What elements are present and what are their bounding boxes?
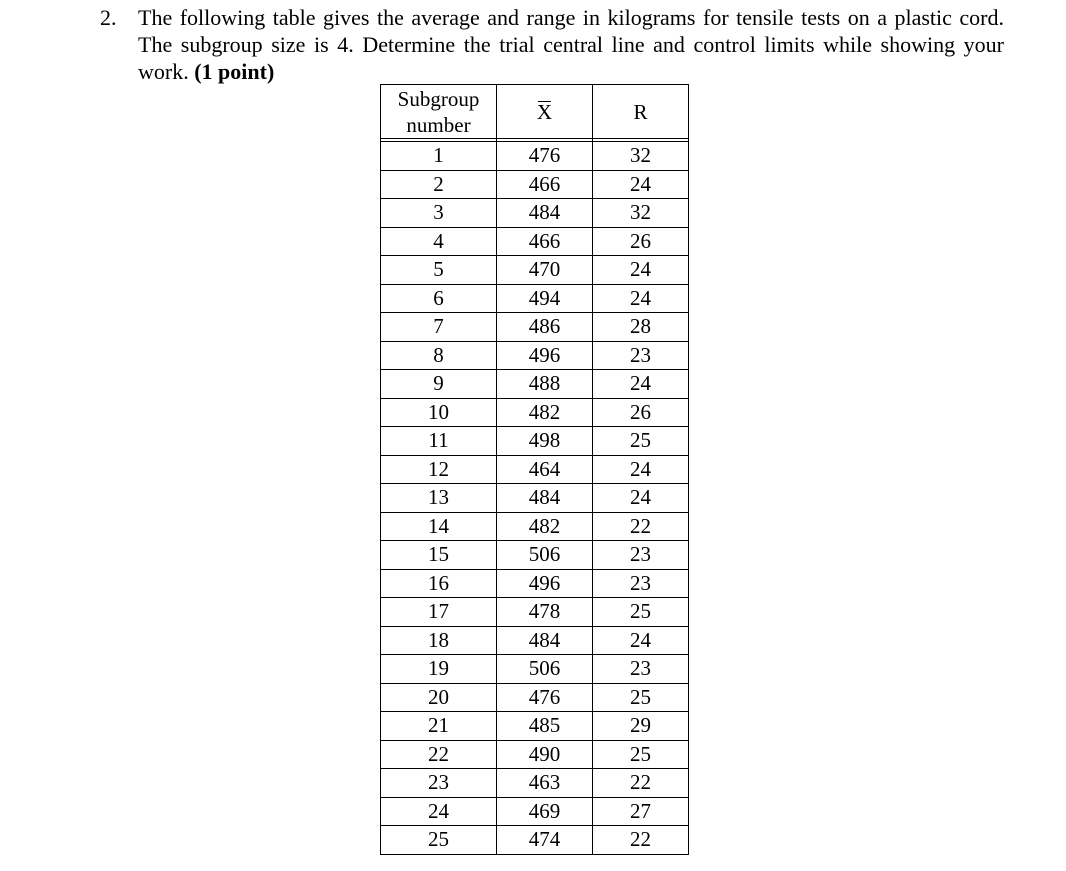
cell-range: 24: [593, 455, 689, 484]
table-row: [381, 826, 689, 855]
cell-range: 24: [593, 370, 689, 399]
question-text: The following table gives the average and range in kilograms for tensile tests on a plastic cord. The subgroup size is 4. Determine the trial central line and control limits while showing your work.: [138, 5, 1004, 84]
cell-range: 32: [593, 199, 689, 228]
table-row: [381, 769, 689, 798]
table-row: [381, 712, 689, 741]
cell-range: 22: [593, 512, 689, 541]
cell-xbar: 474: [497, 826, 593, 855]
cell-range: 25: [593, 598, 689, 627]
header-range: R: [593, 85, 689, 139]
table-row: [381, 541, 689, 570]
xbar-symbol: X: [536, 99, 553, 124]
cell-subgroup: 6: [381, 284, 497, 313]
table-row: [381, 683, 689, 712]
table-row: [381, 626, 689, 655]
cell-range: 23: [593, 541, 689, 570]
table-row: [381, 313, 689, 342]
table-row: [381, 569, 689, 598]
table-row: [381, 797, 689, 826]
cell-subgroup: 17: [381, 598, 497, 627]
table-row: [381, 256, 689, 285]
table-row: [381, 142, 689, 171]
cell-range: 22: [593, 826, 689, 855]
cell-xbar: 506: [497, 655, 593, 684]
cell-subgroup: 15: [381, 541, 497, 570]
question-number: 2.: [100, 5, 117, 30]
cell-subgroup: 8: [381, 341, 497, 370]
cell-range: 32: [593, 142, 689, 171]
cell-subgroup: 10: [381, 398, 497, 427]
cell-range: 26: [593, 227, 689, 256]
table-row: [381, 199, 689, 228]
table-row: [381, 227, 689, 256]
cell-xbar: 466: [497, 227, 593, 256]
table-header-row: [381, 85, 689, 139]
cell-subgroup: 2: [381, 170, 497, 199]
question-text-block: [138, 4, 1004, 85]
cell-subgroup: 5: [381, 256, 497, 285]
cell-range: 28: [593, 313, 689, 342]
cell-subgroup: 18: [381, 626, 497, 655]
table-row: [381, 484, 689, 513]
cell-range: 26: [593, 398, 689, 427]
question-block: [100, 4, 1004, 85]
cell-subgroup: 23: [381, 769, 497, 798]
question-points: (1 point): [194, 59, 275, 84]
cell-xbar: 490: [497, 740, 593, 769]
table-row: [381, 341, 689, 370]
cell-subgroup: 3: [381, 199, 497, 228]
cell-xbar: 478: [497, 598, 593, 627]
cell-range: 24: [593, 626, 689, 655]
table-row: [381, 398, 689, 427]
header-subgroup-number: Subgroup number: [381, 85, 497, 139]
cell-range: 24: [593, 284, 689, 313]
cell-xbar: 506: [497, 541, 593, 570]
cell-subgroup: 16: [381, 569, 497, 598]
table-row: [381, 655, 689, 684]
cell-xbar: 486: [497, 313, 593, 342]
cell-subgroup: 9: [381, 370, 497, 399]
cell-subgroup: 1: [381, 142, 497, 171]
cell-range: 25: [593, 683, 689, 712]
cell-subgroup: 4: [381, 227, 497, 256]
table-row: [381, 740, 689, 769]
header-xbar: [497, 85, 593, 139]
cell-range: 23: [593, 569, 689, 598]
cell-subgroup: 19: [381, 655, 497, 684]
cell-subgroup: 20: [381, 683, 497, 712]
cell-xbar: 496: [497, 341, 593, 370]
cell-subgroup: 13: [381, 484, 497, 513]
cell-range: 23: [593, 655, 689, 684]
cell-subgroup: 22: [381, 740, 497, 769]
cell-subgroup: 11: [381, 427, 497, 456]
cell-xbar: 484: [497, 484, 593, 513]
data-table: [380, 84, 689, 855]
table-row: [381, 427, 689, 456]
table-row: [381, 370, 689, 399]
cell-subgroup: 12: [381, 455, 497, 484]
cell-subgroup: 21: [381, 712, 497, 741]
cell-range: 24: [593, 256, 689, 285]
cell-xbar: 482: [497, 512, 593, 541]
cell-subgroup: 24: [381, 797, 497, 826]
cell-xbar: 485: [497, 712, 593, 741]
cell-subgroup: 14: [381, 512, 497, 541]
table-body: [381, 139, 689, 855]
table-row: [381, 512, 689, 541]
cell-xbar: 494: [497, 284, 593, 313]
table-row: [381, 170, 689, 199]
cell-xbar: 464: [497, 455, 593, 484]
cell-range: 25: [593, 740, 689, 769]
cell-xbar: 482: [497, 398, 593, 427]
cell-range: 23: [593, 341, 689, 370]
cell-xbar: 496: [497, 569, 593, 598]
cell-xbar: 466: [497, 170, 593, 199]
cell-xbar: 470: [497, 256, 593, 285]
cell-xbar: 476: [497, 683, 593, 712]
cell-xbar: 488: [497, 370, 593, 399]
cell-xbar: 469: [497, 797, 593, 826]
table-row: [381, 598, 689, 627]
cell-subgroup: 7: [381, 313, 497, 342]
table-row: [381, 455, 689, 484]
cell-xbar: 463: [497, 769, 593, 798]
cell-subgroup: 25: [381, 826, 497, 855]
cell-range: 24: [593, 170, 689, 199]
cell-xbar: 498: [497, 427, 593, 456]
cell-range: 25: [593, 427, 689, 456]
cell-xbar: 484: [497, 626, 593, 655]
cell-xbar: 476: [497, 142, 593, 171]
cell-range: 22: [593, 769, 689, 798]
table-row: [381, 284, 689, 313]
cell-range: 24: [593, 484, 689, 513]
cell-xbar: 484: [497, 199, 593, 228]
cell-range: 29: [593, 712, 689, 741]
cell-range: 27: [593, 797, 689, 826]
